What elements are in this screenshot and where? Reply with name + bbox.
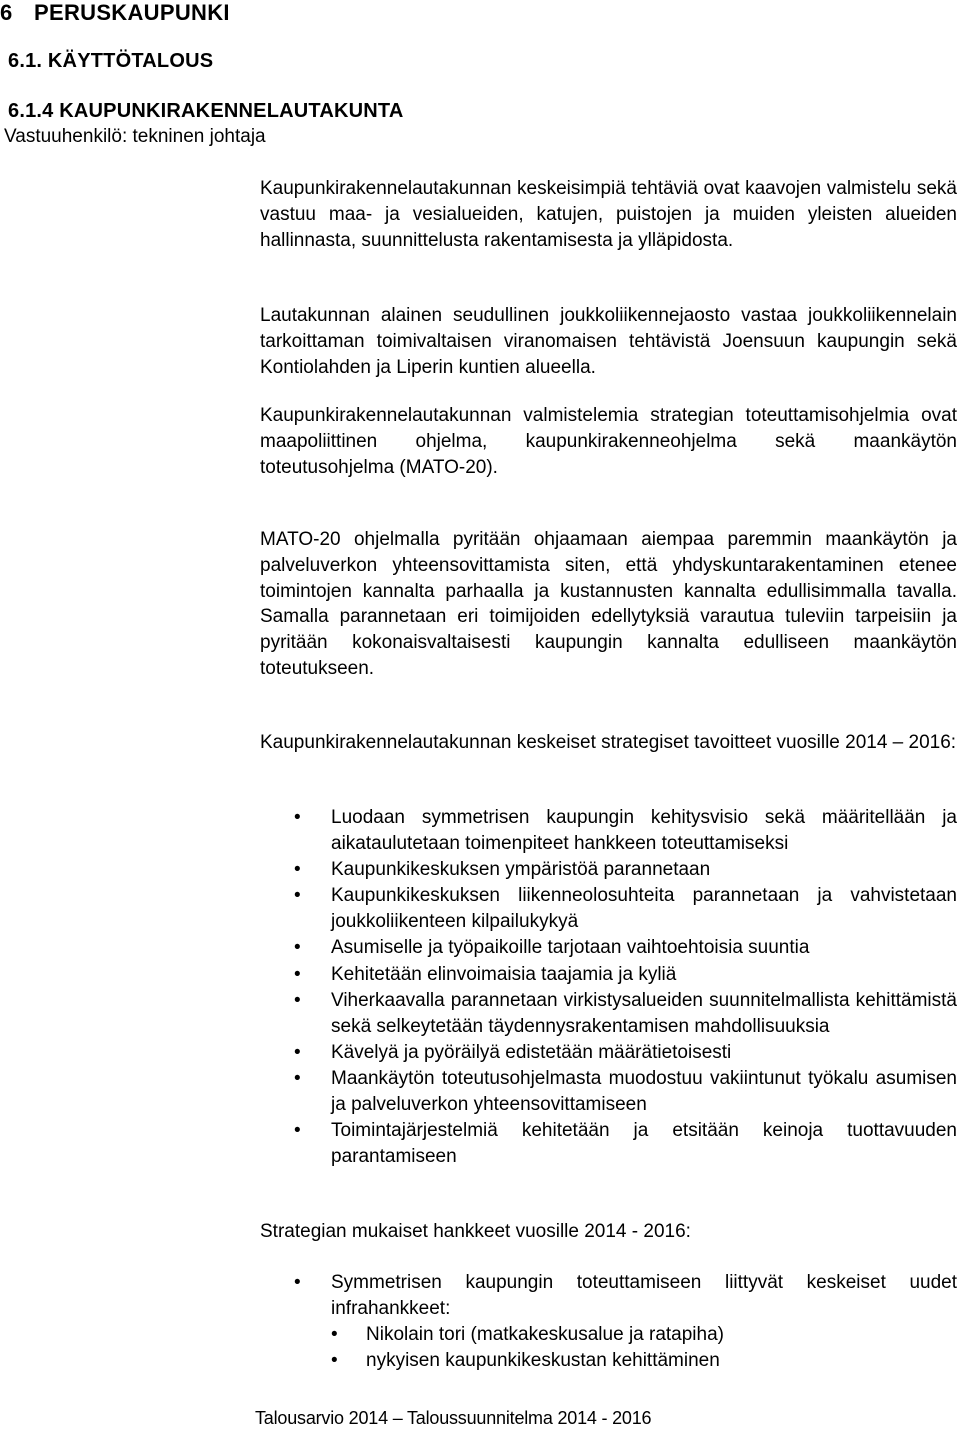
chapter-number: 6 xyxy=(0,0,13,25)
list-item: • Toimintajärjestelmiä kehitetään ja etsitään keinoja tuottavuuden parantamiseen xyxy=(260,1118,957,1170)
list-item: • Maankäytön toteutusohjelmasta muodostuu vakiintunut työkalu asumisen ja palveluverkon yhteensovittamiseen xyxy=(260,1066,957,1118)
chapter-heading xyxy=(0,0,230,26)
chapter-title: PERUSKAUPUNKI xyxy=(34,0,230,25)
sub-list xyxy=(331,1322,957,1374)
list-item: • Kehitetään elinvoimaisia taajamia ja kyliä xyxy=(260,962,957,988)
list-item xyxy=(260,1270,957,1374)
section-heading: 6.1. KÄYTTÖTALOUS xyxy=(8,50,214,72)
subsection-heading: 6.1.4 KAUPUNKIRAKENNELAUTAKUNTA xyxy=(8,100,404,122)
sub-list-item: • Nikolain tori (matkakeskusalue ja ratapiha) xyxy=(260,1322,957,1348)
list-item: • Asumiselle ja työpaikoille tarjotaan vaihtoehtoisia suuntia xyxy=(260,935,957,961)
list-item: • Kaupunkikeskuksen liikenneolosuhteita parannetaan ja vahvistetaan joukkoliikenteen kilpailukykyä xyxy=(260,883,957,935)
sub-list-item: • nykyisen kaupunkikeskustan kehittäminen xyxy=(260,1348,957,1374)
paragraph-mato xyxy=(260,527,957,682)
projects-list xyxy=(260,1270,957,1374)
responsible-person: Vastuuhenkilö: tekninen johtaja xyxy=(4,126,266,147)
list-item: • Kaupunkikeskuksen ympäristöä parannetaan xyxy=(260,857,957,883)
paragraph-text: Kaupunkirakennelautakunnan valmistelemia strategian toteuttamisohjelmia ovat maapoliittinen ohjelma, kaupunkirakenneohjelma sekä maankäytön toteutusohjelma (MATO-20). xyxy=(260,405,957,478)
paragraph-duties xyxy=(260,176,957,253)
projects-heading xyxy=(260,1219,957,1245)
page-footer: Talousarvio 2014 – Taloussuunnitelma 2014 - 2016 xyxy=(255,1408,652,1428)
goals-list xyxy=(260,805,957,1170)
list-item: • Luodaan symmetrisen kaupungin kehitysvisio sekä määritellään ja aikataulutetaan toimenpiteet hankkeen toteuttamiseksi xyxy=(260,805,957,857)
list-item: • Viherkaavalla parannetaan virkistysalueiden suunnitelmallista kehittämistä sekä selkeytetään täydennysrakentamisen mahdollisuuksia xyxy=(260,988,957,1040)
paragraph-text: Strategian mukaiset hankkeet vuosille 2014 - 2016: xyxy=(260,1221,691,1242)
paragraph-strategy-programs xyxy=(260,403,957,480)
paragraph-text: Kaupunkirakennelautakunnan keskeisimpiä tehtäviä ovat kaavojen valmistelu sekä vastuu maa- ja vesialueiden, katujen, puistojen ja muiden yleisten alueiden hallinnasta, suunnittelusta rakentamisesta ja ylläpidosta. xyxy=(260,178,957,251)
paragraph-text: Kaupunkirakennelautakunnan keskeiset strategiset tavoitteet vuosille 2014 – 2016: xyxy=(260,732,957,753)
paragraph-text: MATO-20 ohjelmalla pyritään ohjaamaan aiempaa paremmin maankäytön ja palveluverkon yhteensovittamista siten, että yhdyskuntarakentaminen etenee toimintojen kannalta parhaalla ja kustannusten kannalta edullisimmalla tavalla. Samalla parannetaan eri toimijoiden edellytyksiä varautua tuleviin tarpeisiin ja pyritään kokonaisvaltaisesti kaupungin kannalta edulliseen maankäytön toteutukseen. xyxy=(260,529,957,679)
paragraph-transit-committee xyxy=(260,303,957,380)
list-item: • Kävelyä ja pyöräilyä edistetään määrätietoisesti xyxy=(260,1040,957,1066)
list-item-text: Symmetrisen kaupungin toteuttamiseen liittyvät keskeiset uudet infrahankkeet: xyxy=(331,1272,957,1320)
paragraph-goals-intro xyxy=(260,730,957,756)
paragraph-text: Lautakunnan alainen seudullinen joukkoliikennejaosto vastaa joukkoliikennelain tarkoittaman toimivaltaisen viranomaisen tehtävistä Joensuun kaupungin sekä Kontiolahden ja Liperin kuntien alueella. xyxy=(260,305,957,378)
